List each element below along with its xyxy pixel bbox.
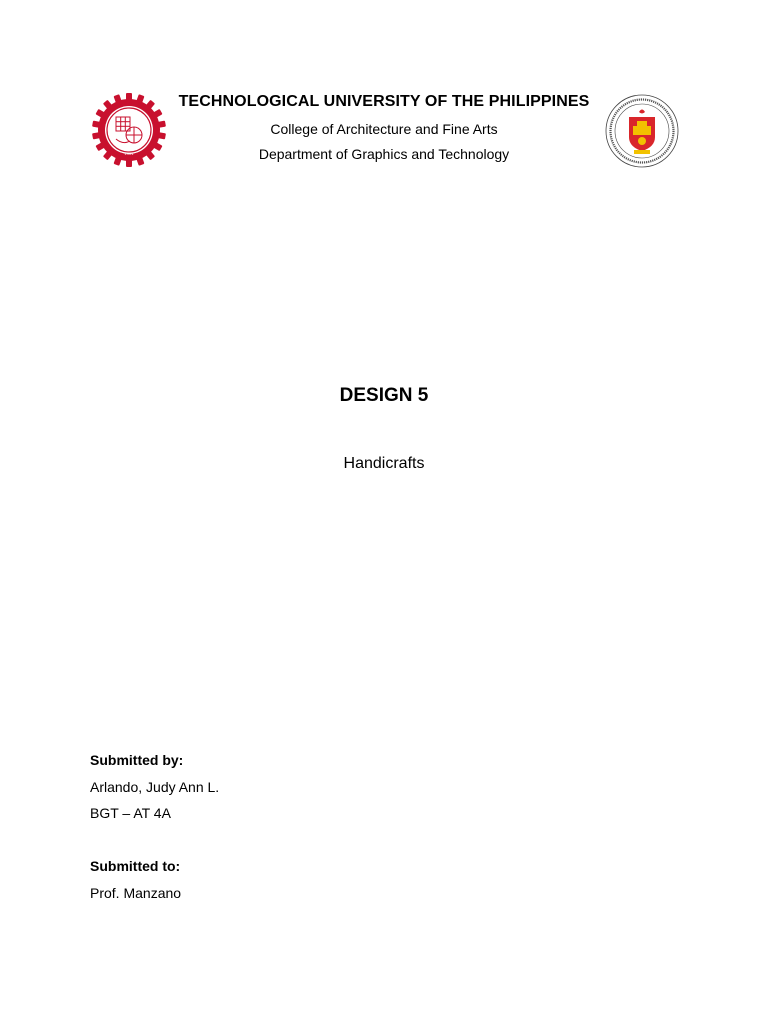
svg-text:1901: 1901 [124, 151, 134, 156]
submitted-by-name: Arlando, Judy Ann L. [90, 779, 220, 795]
college-seal-icon [604, 93, 680, 169]
submitted-to-name: Prof. Manzano [90, 885, 182, 901]
submitted-to-label: Submitted to: [90, 858, 181, 874]
document-title: DESIGN 5 [339, 385, 429, 406]
submitted-by-section: BGT – AT 4A [90, 805, 171, 821]
document-subtitle: Handicrafts [343, 455, 425, 472]
department-name: Department of Graphics and Technology [258, 146, 510, 162]
college-name: College of Architecture and Fine Arts [270, 121, 498, 137]
submitted-by-label: Submitted by: [90, 752, 184, 768]
university-name: TECHNOLOGICAL UNIVERSITY OF THE PHILIPPINES [178, 93, 590, 110]
